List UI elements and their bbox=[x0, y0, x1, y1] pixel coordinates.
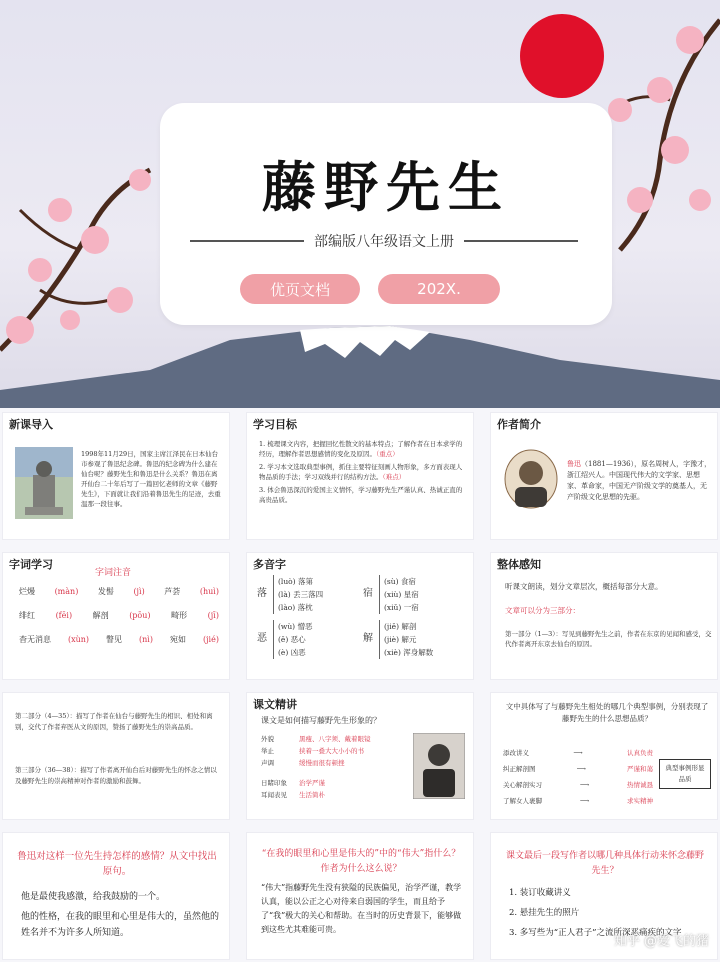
polyphone-group: 宿 (sù) 食宿 (xiù) 星宿 (xiǔ) 一宿 解 (jiě) 解剖 (jiè) 解元 (xiè) 浑身解数 bbox=[363, 577, 434, 657]
divider bbox=[464, 240, 578, 242]
part3: 第三部分（36—38）：描写了作者离开仙台后对藤野先生的怀念之情以及藤野先生的崇高精神对作者的激励和鼓舞。 bbox=[15, 766, 217, 785]
objectives-list bbox=[259, 439, 467, 505]
vocab-subheading: 字词注音 bbox=[95, 568, 132, 578]
feeling-question: 鲁迅对这样一位先生持怎样的感情？从文中找出原句。 bbox=[17, 851, 217, 877]
red-sun bbox=[520, 14, 604, 98]
slide-objectives[interactable] bbox=[246, 412, 474, 540]
overview-sub: 文章可以分为三部分： bbox=[505, 606, 580, 615]
feeling-answer-2: 他的性格，在我的眼里和心里是伟大的，虽然他的姓名并不为许多人所知道。 bbox=[21, 912, 220, 938]
cover-slide bbox=[0, 0, 720, 408]
author-bio: 鲁迅（1881—1936），原名周树人，字豫才，浙江绍兴人。中国现代伟大的文学家、思想家、革命家，中国无产阶级文学的奠基人，无产阶级文化思想的先驱。 bbox=[567, 460, 712, 501]
analysis-list: 外貌 黑瘦、八字须、戴着眼镜 举止 挟着一叠大大小小的书 声调 缓慢而很有顿挫 日睹印象 治学严谨 耳闻表见 生活简朴 bbox=[261, 735, 371, 799]
part2: 第二部分（4—35）：描写了作者在仙台与藤野先生的相识、相处和离别，交代了作者弃医从文的原因，赞扬了藤野先生的崇高品质。 bbox=[15, 712, 213, 731]
list-item: 3. 多写些为“正人君子”之流所深恶痛疾的文字 bbox=[509, 928, 682, 938]
list-item: 1. 装订收藏讲义 bbox=[509, 888, 571, 898]
vocab-row: 烂熳 (màn) 发髻 (jì) 芦荟 (huì) bbox=[19, 587, 219, 596]
overview-question: 听课文朗读，划分文章层次，概括每部分大意。 bbox=[505, 582, 663, 591]
list-item: 2. 悬挂先生的照片 bbox=[509, 908, 580, 918]
subtitle-row bbox=[190, 231, 578, 251]
monument-photo bbox=[15, 447, 73, 519]
slide-feeling[interactable] bbox=[2, 832, 230, 960]
summary-box: 典型事例形显品质 bbox=[659, 759, 711, 789]
slide-parts[interactable] bbox=[2, 692, 230, 820]
slide-heading: 学习目标 bbox=[247, 413, 303, 435]
overview-part1: 第一部分（1—3）：写见到藤野先生之前，作者在东京的见闻和感受，交代作者离开东京去仙台的原因。 bbox=[505, 630, 712, 648]
slide-polyphones[interactable] bbox=[246, 552, 474, 680]
great-question: “在我的眼里和心里是伟大的”中的“伟大”指什么？作者为什么这么说？ bbox=[261, 849, 461, 874]
page-title: 藤野先生 bbox=[262, 155, 510, 219]
vocab-grid bbox=[19, 585, 219, 647]
slide-heading: 整体感知 bbox=[491, 553, 547, 575]
right-blossom-branch bbox=[600, 0, 720, 260]
slide-overview[interactable] bbox=[490, 552, 718, 680]
title-card bbox=[160, 103, 612, 325]
intro-text: 1998年11月29日，国家主席江泽民在日本仙台市参观了鲁迅纪念碑。鲁迅的纪念碑为什么建在仙台呢？藤野先生和鲁迅是什么关系？鲁迅在离开仙台二十年后写了一篇回忆老师的文章《藤野先生》，下面就让我们沿着鲁迅先生的足迹，去重温那一段往事。 bbox=[81, 450, 221, 508]
slide-great[interactable] bbox=[246, 832, 474, 960]
slide-heading: 字词学习 bbox=[3, 553, 59, 575]
objective-3: 3. 体会鲁迅深沉的爱国主义情怀，学习藤野先生严谨认真、热诚正直的高贵品质。 bbox=[259, 486, 463, 504]
analysis-question: 课文是如何描写藤野先生形象的？ bbox=[261, 716, 381, 725]
vocab-row: 杳无消息 (xùn) 瞥见 (nì) 宛如 (jié) bbox=[19, 635, 219, 644]
slide-analysis[interactable] bbox=[246, 692, 474, 820]
author-portrait bbox=[503, 449, 559, 509]
slide-heading: 多音字 bbox=[247, 553, 292, 575]
examples-list: 添改讲义 ⟶ 认真负责 纠正解剖图 ⟶ 严谨和蔼 关心解剖实习 ⟶ 热情诚恳 了解女人裹脚 ⟶ 求实精神 bbox=[503, 749, 653, 805]
subtitle: 部编版八年级语文上册 bbox=[314, 234, 454, 250]
watermark: 知乎 @爱飞的猪 bbox=[613, 934, 709, 949]
slide-vocab[interactable] bbox=[2, 552, 230, 680]
examples-question: 文中具体写了与藤野先生相处的哪几个典型事例，分别表现了藤野先生的什么思想品质？ bbox=[505, 702, 709, 723]
slide-intro[interactable] bbox=[2, 412, 230, 540]
slide-examples[interactable] bbox=[490, 692, 718, 820]
year-pill: 202X. bbox=[378, 274, 500, 304]
slide-heading: 作者简介 bbox=[491, 413, 547, 435]
vocab-row: 绯红 (fēi) 解剖 (pōu) 畸形 (jī) bbox=[19, 611, 219, 620]
slide-actions[interactable] bbox=[490, 832, 718, 960]
brand-pill: 优页文档 bbox=[240, 274, 360, 304]
feeling-answer-1: 他是最使我感激，给我鼓励的一个。 bbox=[21, 892, 166, 902]
actions-question: 课文最后一段写作者以哪几种具体行动来怀念藤野先生？ bbox=[505, 851, 704, 876]
great-answer: “伟大”指藤野先生没有狭隘的民族偏见，治学严谨，教学认真，能以公正之心对待来自弱国的学生，而且给予了“我”极大的关心和帮助。在当时的历史背景下，能够做到这些尤其难能可贵。 bbox=[261, 883, 462, 934]
left-blossom-branch bbox=[0, 150, 160, 380]
objective-1: 1. 梳理课文内容，把握回忆性散文的基本特点；了解作者在日本求学的经历，理解作者思想感情的变化及原因。（重点） bbox=[259, 440, 463, 458]
fujino-portrait bbox=[413, 733, 465, 799]
objective-2: 2. 学习本文选取典型事例，抓住主要特征刻画人物形象，多方面表现人物品质的手法；学习双线并行的结构方法。（难点） bbox=[259, 463, 463, 481]
polyphone-group: 落 (luò) 落第 (là) 丢三落四 (lào) 落枕 恶 (wù) 憎恶 (ě) 恶心 (è) 凶恶 bbox=[257, 577, 324, 657]
slide-heading: 课文精讲 bbox=[247, 693, 303, 715]
divider bbox=[190, 240, 304, 242]
slide-author[interactable] bbox=[490, 412, 718, 540]
slide-heading: 新课导入 bbox=[3, 413, 59, 435]
